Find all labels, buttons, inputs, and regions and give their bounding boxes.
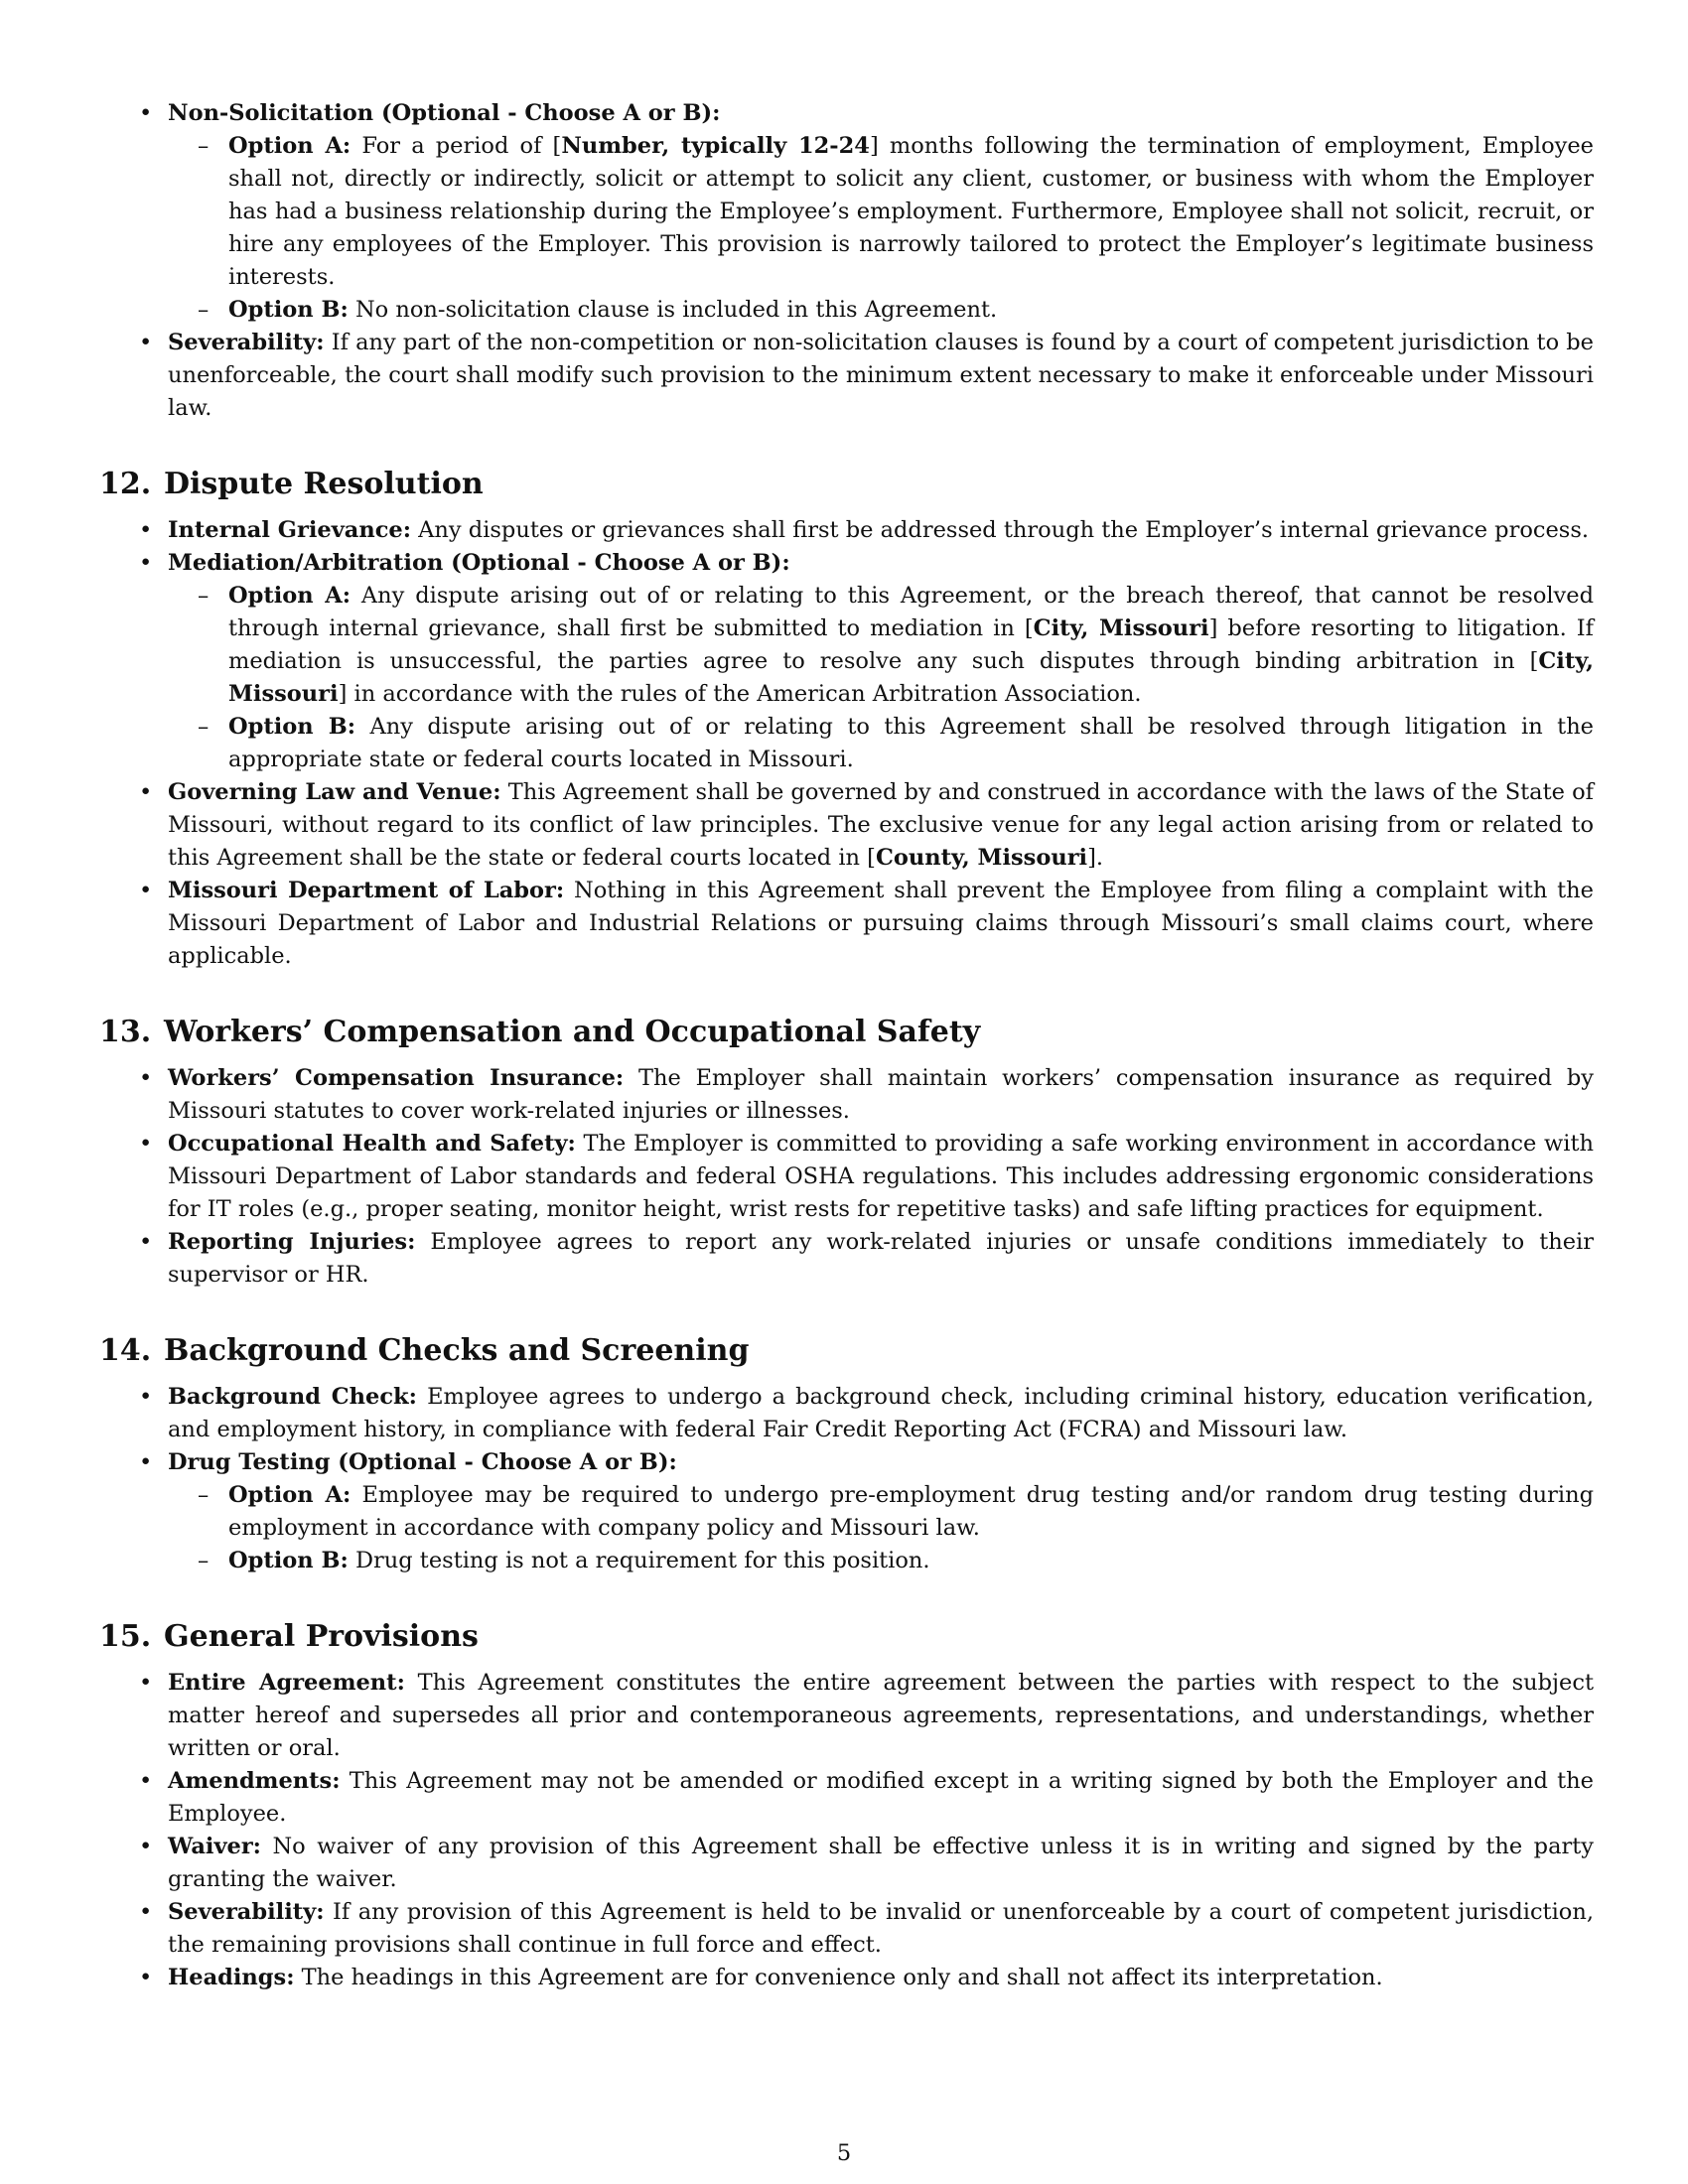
sub-item-option-b: – Option B: Any dispute arising out of or relating to this Agreement shall be resolved through litigation in the appropriate state or federal courts located in Missouri. [168, 711, 1594, 776]
section-14-list [99, 1381, 1594, 1577]
section-15-list [99, 1667, 1594, 1994]
section-12-list [99, 514, 1594, 973]
list-item-severability: • Severability: If any part of the non-competition or non-solicitation clauses is found by a court of competent jurisdiction to be unenforceable, the court shall modify such provision to the minimum extent necessary to make it enforceable under Missouri law. [99, 327, 1594, 425]
sub-item-option-b: – Option B: Drug testing is not a requirement for this position. [168, 1545, 1594, 1577]
list-item-drug-testing [99, 1446, 1594, 1577]
item-label: Missouri Department of Labor: [168, 878, 565, 903]
item-label: Severability: [168, 330, 325, 355]
list-item-workers-comp-insurance: • Workers’ Compensation Insurance: The Employer shall maintain workers’ compensation insurance as required by Missouri statutes to cover work-related injuries or illnesses. [99, 1062, 1594, 1128]
sub-list [168, 130, 1594, 327]
sub-item-option-a: – Option A: Any dispute arising out of or relating to this Agreement, or the breach thereof, that cannot be resolved through internal grievance, shall first be submitted to mediation in [City, Missouri] before resorting to litigation. If mediation is unsuccessful, the parties agree to resolve any such disputes through binding arbitration in [City, Missouri] in accordance with the rules of the American Arbitration Association. [168, 580, 1594, 711]
placeholder-city: City, Missouri [228, 648, 1594, 707]
item-label: Mediation/Arbitration (Optional - Choose A or B): [168, 550, 790, 576]
item-label: Amendments: [168, 1768, 341, 1794]
item-label: Background Check: [168, 1384, 417, 1410]
item-label: Waiver: [168, 1834, 261, 1859]
list-item-non-solicitation [99, 97, 1594, 327]
item-label: Headings: [168, 1965, 295, 1990]
section-heading-15: 15. General Provisions [99, 1619, 479, 1654]
sub-item-option-b: – Option B: No non-solicitation clause is included in this Agreement. [168, 294, 1594, 327]
item-label: Governing Law and Venue: [168, 779, 501, 805]
option-label: Option A: [228, 583, 351, 609]
placeholder-city: City, Missouri [1033, 615, 1209, 641]
item-label: Entire Agreement: [168, 1670, 405, 1696]
item-label: Reporting Injuries: [168, 1229, 416, 1255]
document-page [99, 97, 1594, 1994]
sub-item-option-a: – Option A: For a period of [Number, typically 12-24] months following the termination of employment, Employee shall not, directly or indirectly, solicit or attempt to solicit any client, customer, or business with whom the Employer has had a business relationship during the Employee’s employment. Furthermore, Employee shall not solicit, recruit, or hire any employees of the Employer. This provision is narrowly tailored to protect the Employer’s legitimate business interests. [168, 130, 1594, 294]
item-label: Internal Grievance: [168, 517, 412, 543]
placeholder-number: Number, typically 12-24 [561, 133, 870, 159]
item-label: Workers’ Compensation Insurance: [168, 1065, 625, 1091]
placeholder-county: County, Missouri [875, 845, 1088, 871]
item-label: Severability: [168, 1899, 325, 1925]
section-11-continued-list [99, 97, 1594, 425]
item-label: Non-Solicitation (Optional - Choose A or B): [168, 100, 721, 126]
section-heading-12: 12. Dispute Resolution [99, 467, 484, 501]
list-item-headings: • Headings: The headings in this Agreement are for convenience only and shall not affect its interpretation. [99, 1962, 1594, 1994]
list-item-background-check: • Background Check: Employee agrees to undergo a background check, including criminal history, education verification, and employment history, in compliance with federal Fair Credit Reporting Act (FCRA) and Missouri law. [99, 1381, 1594, 1446]
option-label: Option B: [228, 297, 349, 323]
sub-list [168, 580, 1594, 776]
list-item-amendments: • Amendments: This Agreement may not be amended or modified except in a writing signed by both the Employer and the Employee. [99, 1765, 1594, 1831]
section-heading-14: 14. Background Checks and Screening [99, 1333, 750, 1368]
list-item-reporting-injuries: • Reporting Injuries: Employee agrees to report any work-related injuries or unsafe conditions immediately to their supervisor or HR. [99, 1226, 1594, 1292]
page-number: 5 [836, 2140, 852, 2166]
list-item-internal-grievance: • Internal Grievance: Any disputes or grievances shall first be addressed through the Employer’s internal grievance process. [99, 514, 1594, 547]
option-label: Option A: [228, 133, 352, 159]
item-label: Drug Testing (Optional - Choose A or B): [168, 1449, 677, 1475]
list-item-waiver: • Waiver: No waiver of any provision of this Agreement shall be effective unless it is in writing and signed by the party granting the waiver. [99, 1831, 1594, 1896]
section-13-list [99, 1062, 1594, 1292]
list-item-occupational-health: • Occupational Health and Safety: The Employer is committed to providing a safe working environment in accordance with Missouri Department of Labor standards and federal OSHA regulations. This includes addressing ergonomic considerations for IT roles (e.g., proper seating, monitor height, wrist rests for repetitive tasks) and safe lifting practices for equipment. [99, 1128, 1594, 1226]
option-label: Option B: [228, 1548, 349, 1573]
list-item-governing-law: • Governing Law and Venue: This Agreement shall be governed by and construed in accordance with the laws of the State of Missouri, without regard to its conflict of law principles. The exclusive venue for any legal action arising from or related to this Agreement shall be the state or federal courts located in [County, Missouri]. [99, 776, 1594, 875]
list-item-department-of-labor: • Missouri Department of Labor: Nothing in this Agreement shall prevent the Employee from filing a complaint with the Missouri Department of Labor and Industrial Relations or pursuing claims through Missouri’s small claims court, where applicable. [99, 875, 1594, 973]
option-label: Option A: [228, 1482, 352, 1508]
section-heading-13: 13. Workers’ Compensation and Occupational Safety [99, 1015, 981, 1049]
option-label: Option B: [228, 714, 356, 740]
sub-item-option-a: – Option A: Employee may be required to undergo pre-employment drug testing and/or random drug testing during employment in accordance with company policy and Missouri law. [168, 1479, 1594, 1545]
item-label: Occupational Health and Safety: [168, 1131, 576, 1157]
list-item-mediation-arbitration [99, 547, 1594, 776]
list-item-severability: • Severability: If any provision of this Agreement is held to be invalid or unenforceable by a court of competent jurisdiction, the remaining provisions shall continue in full force and effect. [99, 1896, 1594, 1962]
list-item-entire-agreement: • Entire Agreement: This Agreement constitutes the entire agreement between the parties with respect to the subject matter hereof and supersedes all prior and contemporaneous agreements, representations, and understandings, whether written or oral. [99, 1667, 1594, 1765]
sub-list [168, 1479, 1594, 1577]
